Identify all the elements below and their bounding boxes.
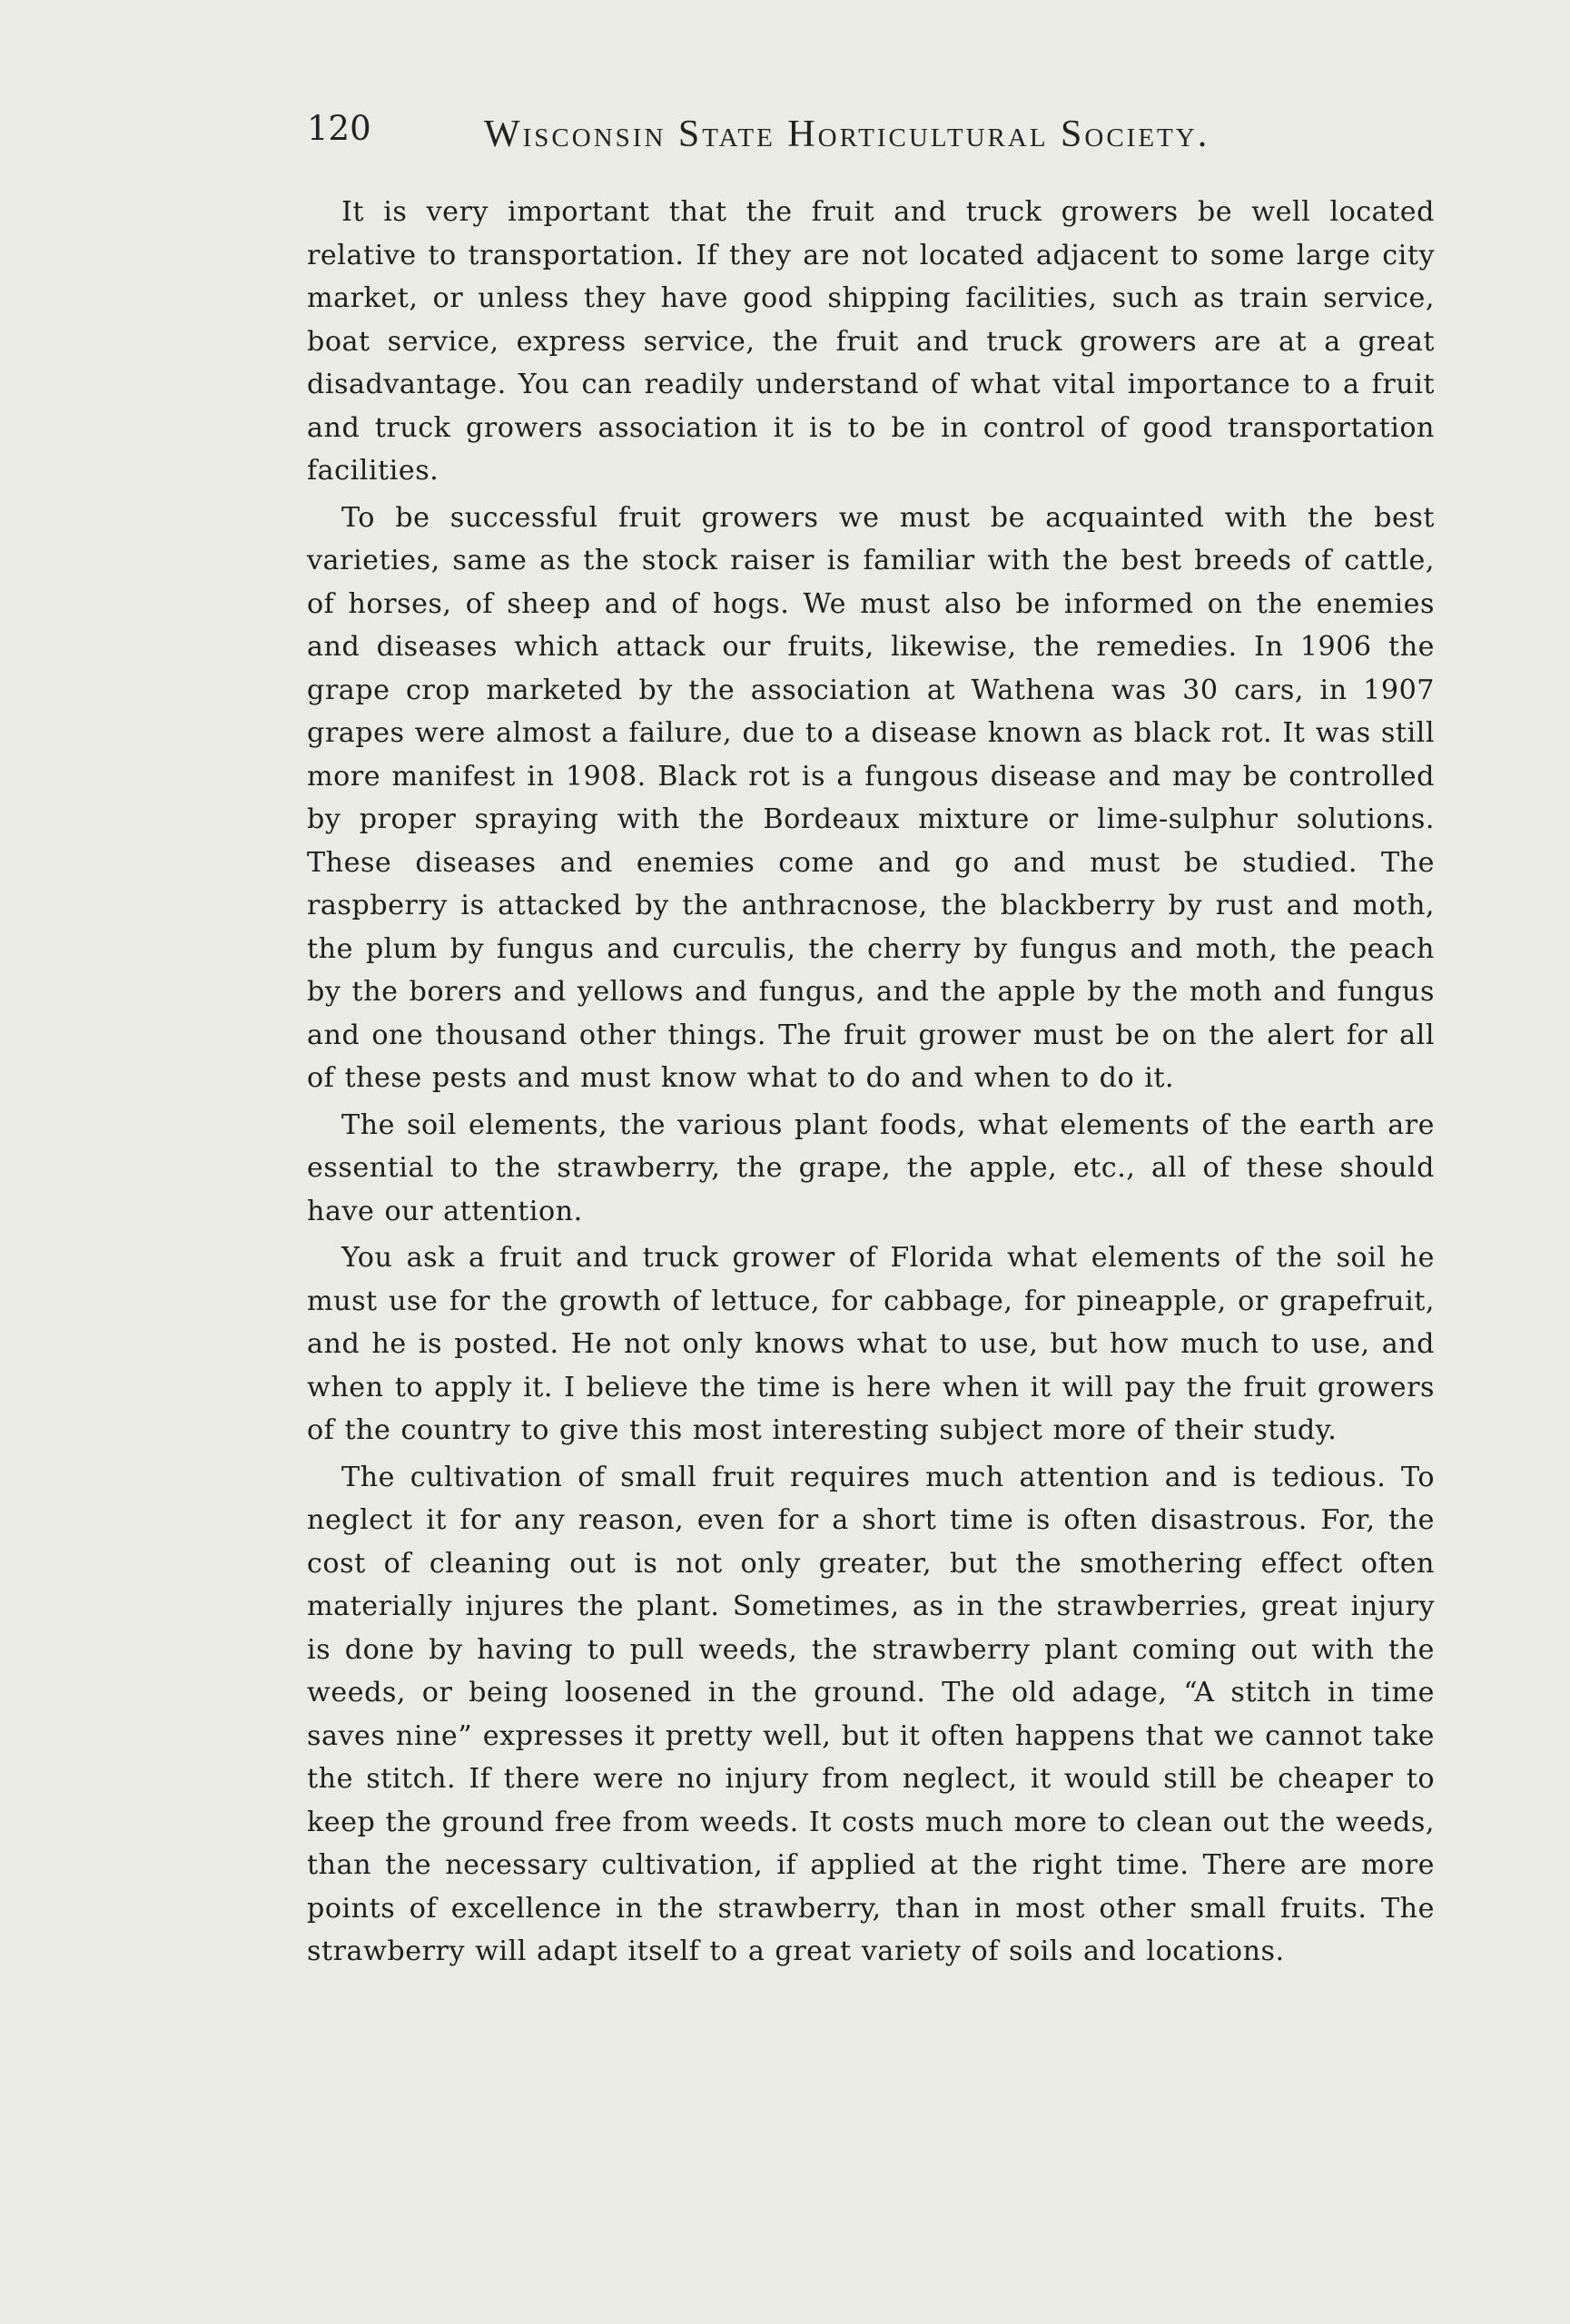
paragraph-varieties-and-diseases: To be successful fruit growers we must be acquainted with the best varieties, same as the stock raiser is familiar with the best breeds of cattle, of horses, of sheep and of hogs. We must also be informed on the enemies and diseases which attack our fruits, likewise, the remedies. In 1906 the grape crop marketed by the association at Wathena was 30 cars, in 1907 grapes were almost a failure, due to a disease known as black rot. It was still more manifest in 1908. Black rot is a fungous disease and may be controlled by proper spraying with the Bordeaux mixture or lime-sulphur solutions. These diseases and enemies come and go and must be studied. The raspberry is attacked by the anthracnose, the blackberry by rust and moth, the plum by fungus and curculis, the cherry by fungus and moth, the peach by the borers and yellows and fungus, and the apple by the moth and fungus and one thousand other things. The fruit grower must be on the alert for all of these pests and must know what to do and when to do it. bbox=[307, 501, 1435, 1094]
paragraph-soil-elements: The soil elements, the various plant foods, what elements of the earth are essential to the strawberry, the grape, the apple, etc., all of these should have our attention. bbox=[307, 1108, 1435, 1227]
running-title: Wisconsin State Horticultural Society. bbox=[484, 113, 1210, 155]
page-header bbox=[307, 109, 1288, 172]
paragraph-transportation: It is very important that the fruit and truck growers be well located relative to transportation. If they are not located adjacent to some large city market, or unless they have good shipping facilities, such as train service, boat service, express service, the fruit and truck growers are at a great disadvantage. You can readily understand of what vital importance to a fruit and truck growers association it is to be in control of good transportation facilities. bbox=[307, 196, 1435, 487]
page-number: 120 bbox=[307, 109, 371, 148]
body-text bbox=[307, 191, 1435, 1977]
paragraph-cultivation: The cultivation of small fruit requires much attention and is tedious. To neglect it for any reason, even for a short time is often disastrous. For, the cost of cleaning out is not only greater, but the smothering effect often materially injures the plant. Sometimes, as in the strawberries, great injury is done by having to pull weeds, the strawberry plant coming out with the weeds, or being loosened in the ground. The old adage, “A stitch in time saves nine” expresses it pretty well, but it often happens that we cannot take the stitch. If there were no injury from neglect, it would still be cheaper to keep the ground free from weeds. It costs much more to clean out the weeds, than the necessary cultivation, if applied at the right time. There are more points of excellence in the strawberry, than in most other small fruits. The strawberry will adapt itself to a great variety of soils and locations. bbox=[307, 1461, 1435, 1967]
paragraph-florida-grower: You ask a fruit and truck grower of Florida what elements of the soil he must use for the growth of lettuce, for cabbage, for pineapple, or grapefruit, and he is posted. He not only knows what to use, but how much to use, and when to apply it. I believe the time is here when it will pay the fruit growers of the country to give this most interesting subject more of their study. bbox=[307, 1242, 1435, 1446]
